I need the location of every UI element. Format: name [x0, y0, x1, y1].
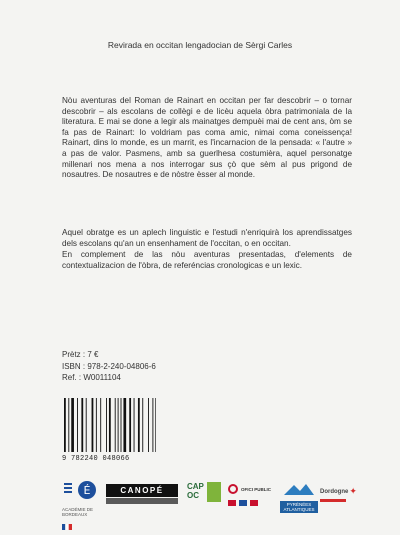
- book-info: [62, 349, 156, 384]
- price: Prètz : 7 €: [62, 350, 99, 359]
- partner-logos: [62, 478, 357, 517]
- barcode-number: 9 782240 048066: [62, 455, 130, 463]
- ofici-public-logo: OFICI PUBLIC: [228, 484, 278, 512]
- canope-logo: [106, 484, 178, 510]
- dordogne-logo: Dordogne ✦: [320, 486, 354, 510]
- canope-wordmark: CANOPÉ: [106, 484, 178, 497]
- reference: Ref. : W0011104: [62, 373, 121, 382]
- description-paragraph-1: Nòu aventuras del Roman de Rainart en occitan per far descobrir – o tornar descobrir – als escolans de collègi e de licèu aquela òbra patrimoniala de la literatura. E mai se done a legir als mainatges dempuèi mai de cent ans, òm se fa pas de Rainart: lo voldriam pas coma amic, nimai coma coneissença! Rainart, dins lo monde, es un marrit, es l'incarnacion de la pensada: « l'autre » a pas de valor. Pasmens, amb sa guerlhesa costumièra, aquel personatge millenari nos mena a nos interrogar sus çò que sèm al pus prigond de nosautres. De nosautres e de nòstre èsser al monde.: [62, 96, 352, 180]
- barcode-bars: [62, 398, 156, 454]
- subtitle: Revirada en occitan lengadocian de Sèrgi Carles: [107, 40, 293, 50]
- french-flag-icon: [62, 524, 72, 530]
- cap-oc-logo: CAP OC: [187, 482, 223, 512]
- isbn: ISBN : 978-2-240-04806-6: [62, 361, 156, 371]
- svg-text:É: É: [83, 484, 91, 497]
- description-paragraph-2: Aquel obratge es un aplech linguistic e l'estudi n'enriquirà los aprendissatges dels escolans qu'an un ensenhament de l'occitan, o en occitan.: [62, 228, 352, 248]
- academie-text: ACADÉMIE DE BORDEAUX: [62, 507, 94, 517]
- description-paragraph-3: En complement de las nòu aventuras presentadas, d'elements de contextualizacion de l'òbra, de referéncias cronologicas e un lexic.: [62, 250, 352, 270]
- pyrenees-logo: PYRÉNÉES ATLANTIQUES: [280, 482, 318, 512]
- academie-logo: [62, 480, 98, 517]
- barcode: [62, 398, 156, 463]
